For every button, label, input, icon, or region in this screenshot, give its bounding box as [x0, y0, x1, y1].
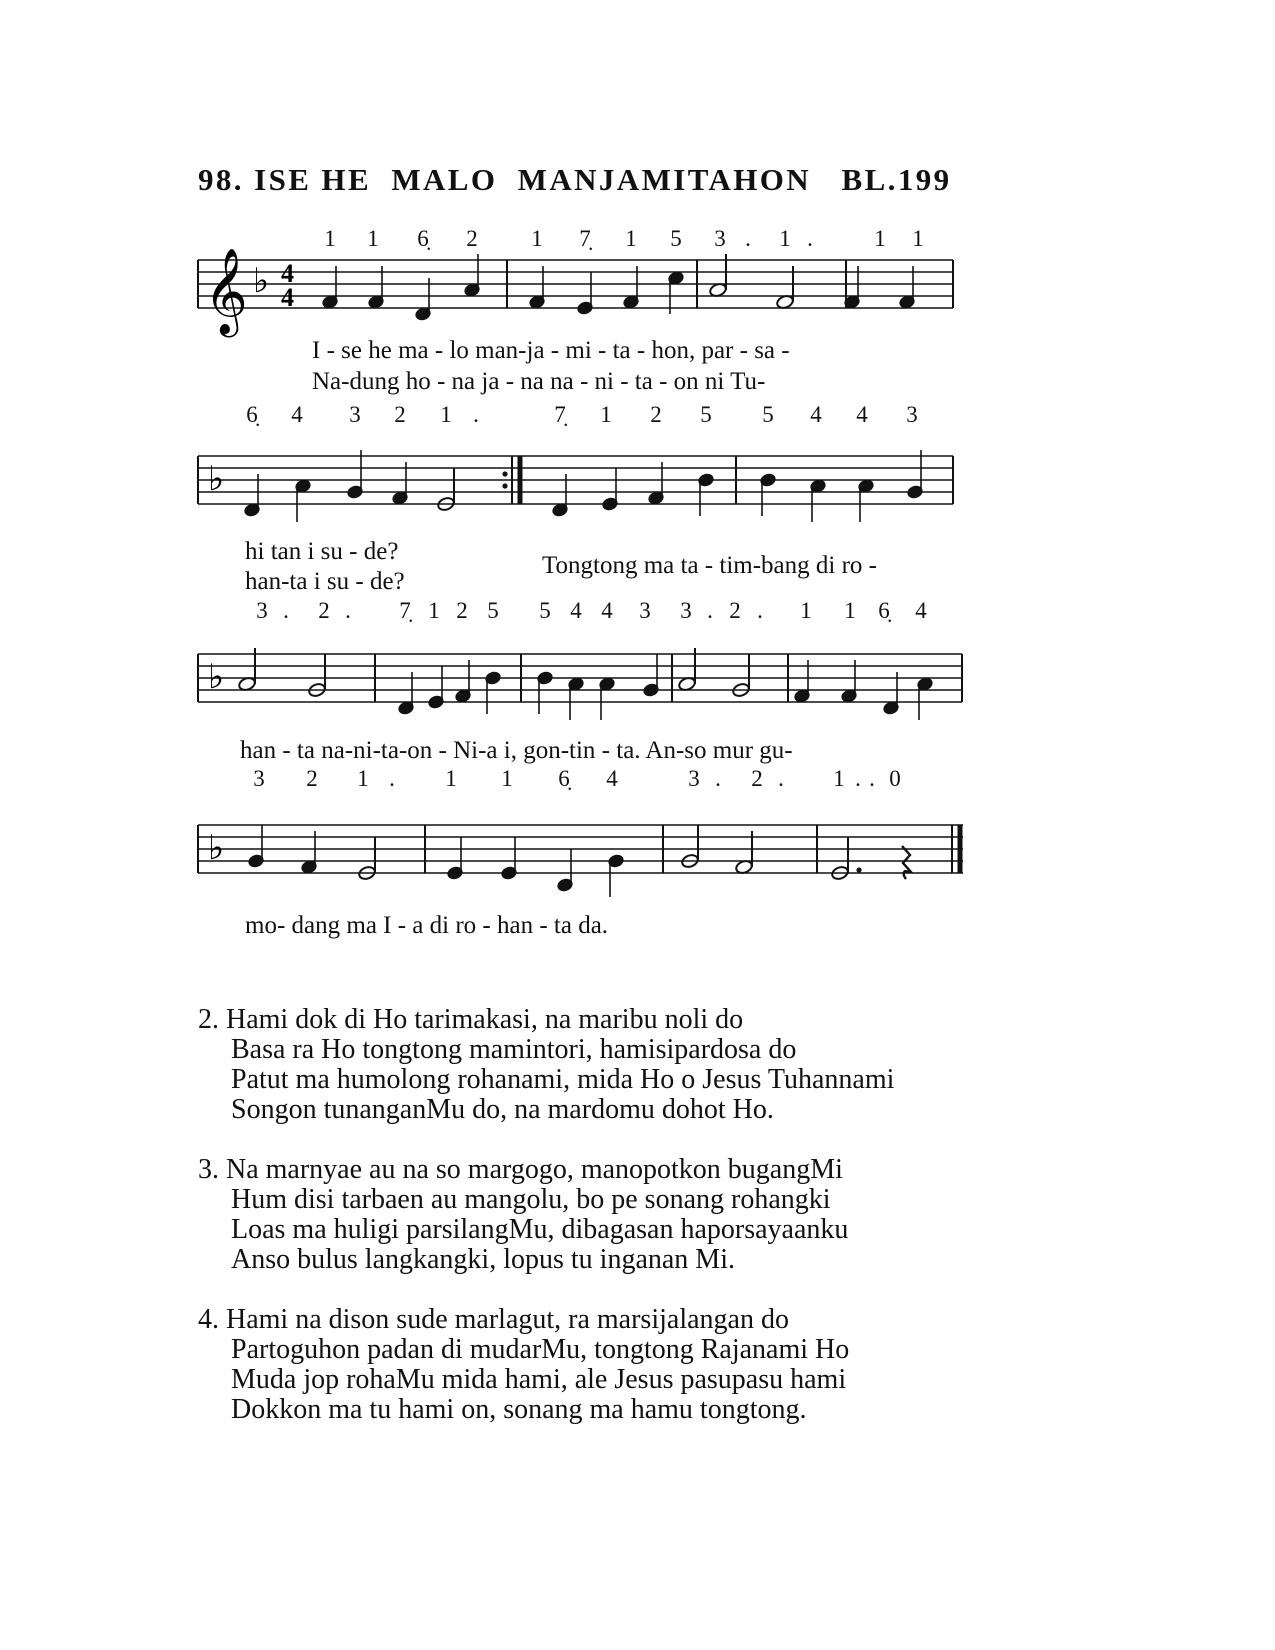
time-sig-bottom: 4	[281, 283, 294, 312]
notation-number: .	[778, 766, 784, 791]
notation-number: 1	[600, 402, 612, 427]
notation-number: .	[345, 598, 351, 623]
notation-number: 2	[306, 766, 318, 791]
verse-line: Hum disi tarbaen au mangolu, bo pe sonang rohangki	[231, 1184, 831, 1215]
treble-clef-icon: 𝄞	[204, 248, 248, 334]
notation-number: 3	[680, 598, 692, 623]
notation-number: 2	[650, 402, 662, 427]
notation-number: 6̣	[417, 226, 429, 251]
notation-number: 1	[844, 598, 856, 623]
notation-number: .	[757, 598, 763, 623]
notation-number: .	[283, 598, 289, 623]
notation-number: 0	[889, 766, 901, 791]
notation-number: 4	[856, 402, 868, 427]
notation-number: .	[855, 766, 861, 791]
notation-number: 7̣	[554, 402, 566, 427]
verses	[198, 1005, 1258, 1455]
notation-number: 3	[349, 402, 361, 427]
verse-line: Basa ra Ho tongtong mamintori, hamisipardosa do	[231, 1034, 797, 1065]
lyric-line-1a: I - se he ma - lo man-ja - mi - ta - hon, par - sa -	[312, 337, 790, 364]
verse-line: 3. Na marnyae au na so margogo, manopotkon bugangMi	[198, 1154, 843, 1185]
notation-number: 1	[625, 226, 637, 251]
notation-number: 1	[324, 226, 336, 251]
notation-number: 1	[445, 766, 457, 791]
notation-number: 1	[501, 766, 513, 791]
notation-number: .	[473, 402, 479, 427]
notation-number: 4	[915, 598, 927, 623]
notation-number: 7̣	[399, 598, 411, 623]
verse-line: Anso bulus langkangki, lopus tu inganan Mi.	[231, 1244, 735, 1275]
flat-icon: ♭	[208, 828, 225, 868]
notation-number: 4	[291, 402, 303, 427]
notation-number: 7̣	[579, 226, 591, 251]
notation-number: 1	[800, 598, 812, 623]
notation-number: .	[807, 226, 813, 251]
hymn-title: 98. ISE HE MALO MANJAMITAHON BL.199	[198, 162, 952, 197]
verse-line: 2. Hami dok di Ho tarimakasi, na maribu noli do	[198, 1004, 744, 1035]
verse-2	[198, 1005, 1258, 1125]
notation-number: 3	[256, 598, 268, 623]
lyric-line-3: han - ta na-ni-ta-on - Ni-a i, gon-tin - ta. An-so mur gu-	[240, 737, 793, 764]
verse-line: 4. Hami na dison sude marlagut, ra marsijalangan do	[198, 1304, 789, 1335]
notation-number: 1	[428, 598, 440, 623]
notation-number: 2	[318, 598, 330, 623]
notation-number: 5	[539, 598, 551, 623]
quarter-rest-icon	[902, 846, 911, 879]
notation-number: 2	[456, 598, 468, 623]
lyric-line-1b: Na-dung ho - na ja - na na - ni - ta - on ni Tu-	[312, 368, 766, 395]
notation-number: 1	[531, 226, 543, 251]
notation-number: 1	[779, 226, 791, 251]
verse-line: Songon tunanganMu do, na mardomu dohot Ho.	[231, 1094, 774, 1125]
notation-number: 4	[601, 598, 613, 623]
time-sig-top: 4	[281, 259, 294, 288]
notation-number: 1	[874, 226, 886, 251]
notation-number: 1	[440, 402, 452, 427]
verse-line: Loas ma huligi parsilangMu, dibagasan haporsayaanku	[231, 1214, 849, 1245]
verse-3	[198, 1155, 1258, 1275]
notation-number: .	[869, 766, 875, 791]
notation-number: 4	[606, 766, 618, 791]
notation-number: 1	[912, 226, 924, 251]
notation-number: 5	[670, 226, 682, 251]
verse-line: Patut ma humolong rohanami, mida Ho o Jesus Tuhannami	[231, 1064, 895, 1095]
notation-number: 5	[487, 598, 499, 623]
notation-number: 6̣	[246, 402, 258, 427]
notation-number: 5	[700, 402, 712, 427]
lyric-line-2b: han-ta i su - de?	[245, 568, 405, 595]
flat-icon: ♭	[208, 459, 225, 499]
notation-number: 1	[367, 226, 379, 251]
verse-line: Muda jop rohaMu mida hami, ale Jesus pasupasu hami	[231, 1364, 847, 1395]
notation-number: .	[745, 226, 751, 251]
notation-number: 3	[906, 402, 918, 427]
verse-4	[198, 1305, 1258, 1425]
notation-number: 4	[570, 598, 582, 623]
lyric-line-4: mo- dang ma I - a di ro - han - ta da.	[245, 912, 609, 939]
notation-number: 2	[751, 766, 763, 791]
notation-number: 2	[729, 598, 741, 623]
verse-line: Partoguhon padan di mudarMu, tongtong Rajanami Ho	[231, 1334, 850, 1365]
flat-icon: ♭	[208, 657, 225, 697]
notation-number: 6̣	[878, 598, 890, 623]
notation-number: 3	[688, 766, 700, 791]
notation-number: 6̣	[558, 766, 570, 791]
notation-number: 1	[833, 766, 845, 791]
notation-number: 5	[762, 402, 774, 427]
verse-line: Dokkon ma tu hami on, sonang ma hamu tongtong.	[231, 1394, 807, 1425]
notation-number: .	[389, 766, 395, 791]
flat-icon: ♭	[253, 261, 270, 301]
notation-number: 2	[466, 226, 478, 251]
notation-number: 3	[714, 226, 726, 251]
notation-number: .	[707, 598, 713, 623]
notation-number: 2	[394, 402, 406, 427]
notation-number: 3	[253, 766, 265, 791]
lyric-line-2c: Tongtong ma ta - tim-bang di ro -	[542, 552, 877, 579]
notation-number: 3	[639, 598, 651, 623]
notation-number: 1	[357, 766, 369, 791]
notation-number: 4	[810, 402, 822, 427]
lyric-line-2a: hi tan i su - de?	[245, 538, 399, 565]
notation-number: .	[715, 766, 721, 791]
